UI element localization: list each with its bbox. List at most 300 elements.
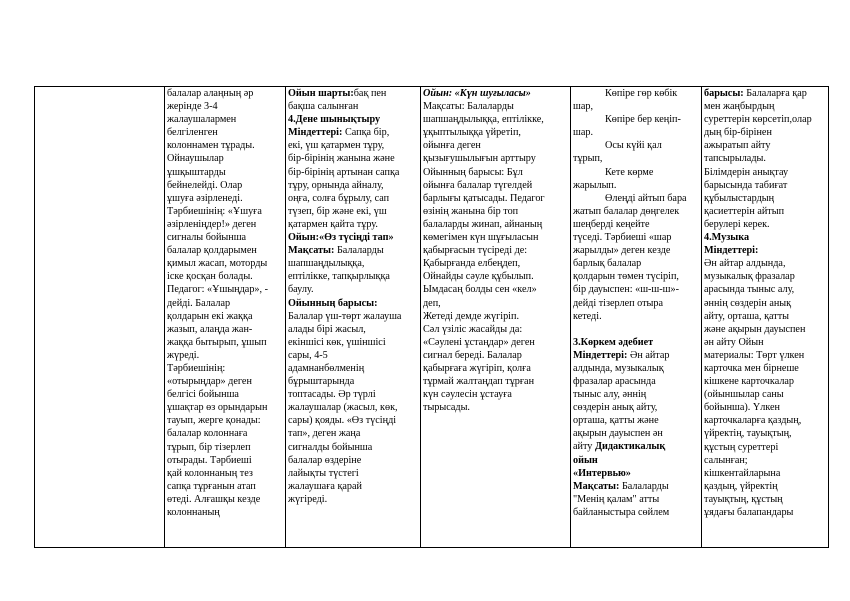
text-line <box>423 310 568 323</box>
text-line <box>573 297 699 310</box>
text: ойынға деген <box>423 140 481 152</box>
text-line <box>167 244 283 257</box>
text-line <box>288 113 418 126</box>
text: ұшқыштарды <box>167 166 226 178</box>
text: бейнелейді. Олар <box>167 179 243 191</box>
text-line <box>704 336 826 349</box>
text-line <box>423 87 568 100</box>
text: сөздерін анық айту, <box>573 402 658 414</box>
text: топтасады. Әр түрлі <box>288 389 376 401</box>
text-line <box>167 139 283 152</box>
text-line <box>704 427 826 440</box>
bold-text: Ойынның барысы: <box>288 297 378 309</box>
text: қабырғаға жүгіріп, қолға <box>423 362 531 374</box>
text-line <box>288 152 418 165</box>
text: алдында, музыкалық <box>573 362 664 374</box>
text-line <box>288 480 418 493</box>
text-line <box>423 401 568 414</box>
text: үйректің, тауықтың, <box>704 428 792 440</box>
text-line <box>288 493 418 506</box>
text: балалар алаңның әр <box>167 88 254 99</box>
text-line <box>573 467 699 480</box>
text-line <box>573 113 699 126</box>
text-line <box>167 231 283 244</box>
text: байланыстыра сөйлем <box>573 506 670 518</box>
text: күн сәулесін ұстауға <box>423 389 512 401</box>
text: әзірленіңдер!» деген <box>167 218 257 230</box>
text-line <box>573 336 699 349</box>
text: сары, 4-5 <box>288 349 328 361</box>
text-line <box>704 139 826 152</box>
text-line <box>704 100 826 113</box>
text-line <box>704 441 826 454</box>
text-line <box>704 349 826 362</box>
text: шапшаңдылыққа, ептілікке, <box>423 114 544 126</box>
text: «отырыңдар» деген <box>167 376 252 388</box>
text: құстың суреттері <box>704 441 779 453</box>
text: отырады. Тәрбиеші <box>167 454 252 466</box>
text-line <box>704 87 826 100</box>
text: айту <box>573 441 595 453</box>
text-line <box>704 401 826 414</box>
text: түседі. Тәрбиеші «шар <box>573 232 672 244</box>
text: жазып, алаңда жан- <box>167 323 253 335</box>
text: бір дауыспен: «ш-ш-ш»- <box>573 284 680 296</box>
text-line <box>423 192 568 205</box>
text-line <box>573 166 699 179</box>
text-line <box>167 113 283 126</box>
text: деп, <box>423 297 441 309</box>
text: арасында тыныс алу, <box>704 284 795 296</box>
text: фразалар арасында <box>573 375 656 387</box>
text: лайықты түстегі <box>288 467 359 479</box>
text: бойынша). Үлкен <box>704 402 780 414</box>
text-line <box>167 166 283 179</box>
text-line <box>573 205 699 218</box>
text-line <box>573 100 699 113</box>
text-line <box>704 231 826 244</box>
text: Өлеңді айтып бара <box>605 192 687 204</box>
text: бақ пен <box>353 88 387 99</box>
text-line <box>573 362 699 375</box>
bold-text: Міндеттері: <box>573 349 628 361</box>
text: қолдарын екі жаққа <box>167 310 253 322</box>
text: музыкалық фразалар <box>704 271 795 283</box>
text: Мақсаты: Балаларды <box>423 101 514 113</box>
text-line <box>167 414 283 427</box>
text: оңға, солға бұрылу, сап <box>288 192 390 204</box>
text-line <box>423 336 568 349</box>
text-line <box>167 126 283 139</box>
text: Тәрбиешінің: «Ұшуға <box>167 205 262 217</box>
text-line <box>288 401 418 414</box>
text: (ойыншылар саны <box>704 389 784 401</box>
text-line <box>288 349 418 362</box>
text-line <box>167 362 283 375</box>
text: Балаларға қар <box>743 88 807 99</box>
text-line <box>573 454 699 467</box>
text: Сапқа бір, <box>342 127 390 139</box>
bold-text: барысы: <box>704 88 744 99</box>
text: Қабырғанда елбеңдеп, <box>423 258 521 270</box>
text-line <box>423 244 568 257</box>
text: қимыл жасап, моторды <box>167 258 268 270</box>
text: алады бірі жасыл, <box>288 323 366 335</box>
text-line <box>704 375 826 388</box>
text: қабырғасын түсіреді де: <box>423 245 528 257</box>
cell-col3 <box>286 87 421 548</box>
text: мен жаңбырдың <box>704 101 775 113</box>
text-line <box>704 506 826 519</box>
text: жарылып. <box>573 179 617 191</box>
text-line <box>704 362 826 375</box>
text: Сәл үзіліс жасайды да: <box>423 323 523 335</box>
text-line <box>573 270 699 283</box>
text: жүреді. <box>167 349 200 361</box>
text-line <box>423 205 568 218</box>
text: тапсырылады. <box>704 153 766 165</box>
text-line <box>573 480 699 493</box>
text-line <box>288 179 418 192</box>
text: жалаушалар (жасыл, көк, <box>288 402 398 414</box>
text-line <box>573 179 699 192</box>
text: көмегімен күн шұғыласын <box>423 232 539 244</box>
bold-text: ойын <box>573 454 598 466</box>
lesson-plan-table <box>34 86 829 548</box>
text-line <box>573 310 699 323</box>
text: дейді тізерлеп отыра <box>573 297 663 309</box>
text: Осы күйі қал <box>605 140 662 152</box>
text-line <box>167 100 283 113</box>
text-line <box>573 414 699 427</box>
text: жерінде 3-4 <box>167 101 218 113</box>
text-line <box>704 310 826 323</box>
text-line <box>573 349 699 362</box>
bold-text: 4.Дене шынықтыру <box>288 114 381 126</box>
text: сары) қояды. «Өз түсіңді <box>288 415 397 427</box>
text-line <box>288 362 418 375</box>
text-line <box>167 87 283 100</box>
text: Ойнаушылар <box>167 153 224 165</box>
text: карточка мен бірнеше <box>704 362 799 374</box>
text: Ойынның барысы: Бұл <box>423 166 523 178</box>
text-line <box>573 375 699 388</box>
bold-text: Міндеттері: <box>288 127 343 139</box>
text-line <box>167 467 283 480</box>
cell-col1 <box>35 87 165 548</box>
text-line <box>423 323 568 336</box>
text-line <box>704 205 826 218</box>
text-line <box>423 257 568 270</box>
text: жаққа бытырып, ұшып <box>167 336 267 348</box>
text-line <box>704 179 826 192</box>
text-line <box>167 152 283 165</box>
text-line <box>704 257 826 270</box>
bold-text: Ойын шарты: <box>288 88 354 99</box>
text: қатармен қайта тұру. <box>288 218 378 230</box>
text-line <box>167 336 283 349</box>
text-line <box>573 152 699 165</box>
text: колоннамен тұрады. <box>167 140 255 152</box>
text: қызығушылығын арттыру <box>423 153 536 165</box>
text: балаларды жинап, айнаның <box>423 218 543 230</box>
text: қай колоннаның тез <box>167 467 253 479</box>
text-line <box>423 283 568 296</box>
text: өзінің жанына бір топ <box>423 205 519 217</box>
text-line <box>423 218 568 231</box>
text-line <box>288 257 418 270</box>
text: бір-бірінің жанына және <box>288 153 395 165</box>
text-line <box>423 113 568 126</box>
text-line <box>167 283 283 296</box>
text-line <box>573 401 699 414</box>
text: колоннаның <box>167 507 220 518</box>
text-line <box>288 375 418 388</box>
text: ұядағы балапандары <box>704 507 794 518</box>
text-line <box>288 166 418 179</box>
text-line <box>167 375 283 388</box>
text-line <box>288 270 418 283</box>
text: белгіленген <box>167 127 218 139</box>
text: жарылды» деген кезде <box>573 245 671 257</box>
text: жалаушалармен <box>167 114 237 126</box>
text: Көпіре бер кеңіп- <box>605 114 681 126</box>
bold-text: Міндеттері: <box>704 245 759 257</box>
text-line <box>288 139 418 152</box>
text-line <box>167 270 283 283</box>
text: Көпіре гөр көбік <box>605 88 678 99</box>
text-line <box>167 310 283 323</box>
text-line <box>167 257 283 270</box>
text-line <box>423 166 568 179</box>
text: тұру, орнында айналу, <box>288 179 384 191</box>
text-line <box>573 218 699 231</box>
text-line <box>288 100 418 113</box>
text-line <box>573 231 699 244</box>
text: Балалар үш-төрт жалауша <box>288 310 402 322</box>
text-line <box>704 283 826 296</box>
text-line <box>167 349 283 362</box>
text-line <box>288 244 418 257</box>
text-line <box>573 244 699 257</box>
text-line <box>423 388 568 401</box>
text-line <box>167 297 283 310</box>
text: адамнанбөлменің <box>288 362 365 374</box>
text-line <box>167 480 283 493</box>
text: материалы: Төрт үлкен <box>704 349 805 361</box>
text-line <box>167 427 283 440</box>
text-line <box>288 467 418 480</box>
text-line <box>423 139 568 152</box>
bold-text: 4.Музыка <box>704 232 750 244</box>
text: кетеді. <box>573 310 602 322</box>
cell-col6 <box>702 87 829 548</box>
text: ажыратып айту <box>704 140 771 152</box>
text-line <box>573 323 699 336</box>
text: салынған; <box>704 454 748 466</box>
text: барысында табиғат <box>704 179 788 191</box>
text-line <box>423 297 568 310</box>
text-line <box>167 192 283 205</box>
text: Педагог: «Ұшыңдар», - <box>167 284 268 296</box>
cell-col5 <box>571 87 702 548</box>
text: барлық балалар <box>573 258 642 270</box>
text: Кете көрме <box>605 166 654 178</box>
text: Тәрбиешінің: <box>167 362 226 374</box>
text: бір-бірінің артынан сапқа <box>288 166 400 178</box>
text: кішкене карточкалар <box>704 376 795 388</box>
text: жүгіреді. <box>288 493 328 505</box>
text: кішкентайларына <box>704 467 781 479</box>
text: тұрып, <box>573 153 603 165</box>
text: шар, <box>573 101 594 113</box>
text: шар. <box>573 127 594 139</box>
text: әннің сөздерін анық <box>704 297 792 309</box>
text-line <box>288 323 418 336</box>
text: Ымдасаң болды сен «кел» <box>423 284 537 296</box>
text-line <box>704 192 826 205</box>
text-line <box>288 427 418 440</box>
text: ән айту Ойын <box>704 336 764 348</box>
cell-col2 <box>165 87 286 548</box>
text: ақырын дауыспен ән <box>573 428 663 440</box>
text: ұшақтар өз орындарын <box>167 402 268 414</box>
text: берулері керек. <box>704 218 770 230</box>
text-line <box>288 126 418 139</box>
text-line <box>573 440 699 453</box>
bold-text: «Интервью» <box>573 467 631 479</box>
text: қолдарын төмен түсіріп, <box>573 271 679 283</box>
text: Балаларды <box>619 480 669 492</box>
text: бұрыштарында <box>288 376 355 388</box>
text: карточкаларға қаздың, <box>704 415 802 427</box>
text-line <box>704 297 826 310</box>
text-line <box>704 388 826 401</box>
text: сапқа тұрғанын атап <box>167 480 256 492</box>
text-line <box>167 506 283 519</box>
text-line <box>573 283 699 296</box>
text-line <box>573 139 699 152</box>
text-line <box>423 270 568 283</box>
text-line <box>167 388 283 401</box>
text: сигнал береді. Балалар <box>423 349 522 361</box>
text-line <box>704 244 826 257</box>
text: тырысады. <box>423 402 470 414</box>
text-line <box>704 270 826 283</box>
bold-text: Мақсаты: <box>288 245 335 257</box>
text: ойынға балалар түгелдей <box>423 179 533 191</box>
text: тауып, жерге қонады: <box>167 415 261 427</box>
text: шапшаңдылыққа, <box>288 258 365 270</box>
text-line <box>704 126 826 139</box>
bold-text: 3.Көркем әдебиет <box>573 336 654 348</box>
text: тап», деген жаңа <box>288 428 361 440</box>
text-line <box>288 441 418 454</box>
table-row <box>35 87 829 548</box>
text-line <box>704 218 826 231</box>
text: «Сәулені ұстаңдар» деген <box>423 336 535 348</box>
text-line <box>167 218 283 231</box>
text: іске қосқан болады. <box>167 271 253 283</box>
text: түзеп, бір және екі, үш <box>288 205 387 217</box>
text-line <box>167 493 283 506</box>
text-line <box>423 152 568 165</box>
text-line <box>288 454 418 467</box>
text: Жетеді демде жүгіріп. <box>423 310 519 322</box>
text-line <box>167 205 283 218</box>
text-line <box>423 126 568 139</box>
text-line <box>573 87 699 100</box>
text: тұрып, бір тізерлеп <box>167 441 251 453</box>
text-line <box>288 283 418 296</box>
text-line <box>167 179 283 192</box>
text: қаздың, үйректің <box>704 480 778 492</box>
text-line <box>288 414 418 427</box>
text: балалар колоннаға <box>167 428 248 440</box>
text-line <box>423 362 568 375</box>
text: тыныс алу, әннің <box>573 389 647 401</box>
text-line <box>573 388 699 401</box>
text: орташа, қатты және <box>573 415 659 427</box>
text: Білімдерін анықтау <box>704 166 789 178</box>
text: "Менің қалам" атты <box>573 493 660 505</box>
bold-text: Ойын:«Өз түсіңді тап» <box>288 232 394 244</box>
text-line <box>423 100 568 113</box>
text: ұқыптылыққа үйретіп, <box>423 127 521 139</box>
bold-text: Ойын: «Күн шуғыласы» <box>423 88 531 99</box>
text-line <box>288 205 418 218</box>
text-line <box>423 179 568 192</box>
text-line <box>573 427 699 440</box>
text: дың бір-бірінен <box>704 127 772 139</box>
text-line <box>704 493 826 506</box>
text-line <box>288 297 418 310</box>
text: Балаларды <box>334 245 384 257</box>
text: белгісі бойынша <box>167 389 239 401</box>
text-line <box>704 113 826 126</box>
text-line <box>167 323 283 336</box>
text-line <box>573 493 699 506</box>
text: құбылыстардың <box>704 192 775 204</box>
text: сигналы бойынша <box>167 232 247 244</box>
text-line <box>167 441 283 454</box>
text-line <box>704 323 826 336</box>
text: тұрмай жалтаңдап тұрған <box>423 376 535 388</box>
text: жатып балалар дөңгелек <box>573 205 680 217</box>
text-line <box>167 401 283 414</box>
text: қасиеттерін айтып <box>704 205 785 217</box>
text: және ақырын дауыспен <box>704 323 806 335</box>
text-line <box>288 192 418 205</box>
text: Ән айтар алдында, <box>704 258 786 270</box>
text-line <box>288 336 418 349</box>
text: екі, үш қатармен тұру, <box>288 140 385 152</box>
text: шеңберді кеңейте <box>573 218 650 230</box>
text-line <box>167 454 283 467</box>
text-line <box>288 218 418 231</box>
text-line <box>704 454 826 467</box>
text: Ойнайды сәуле құбылып. <box>423 271 534 283</box>
text: барлығы қатысады. Педагог <box>423 192 545 204</box>
text: бақша салынған <box>288 101 359 113</box>
text: балалар өздеріне <box>288 454 362 466</box>
bold-text: Мақсаты: <box>573 480 620 492</box>
text: жалаушаға қарай <box>288 480 362 492</box>
text: өтеді. Алғашқы кезде <box>167 493 261 505</box>
text: дейді. Балалар <box>167 297 231 309</box>
text: сигналды бойынша <box>288 441 373 453</box>
text: тауықтың, құстың <box>704 493 783 505</box>
